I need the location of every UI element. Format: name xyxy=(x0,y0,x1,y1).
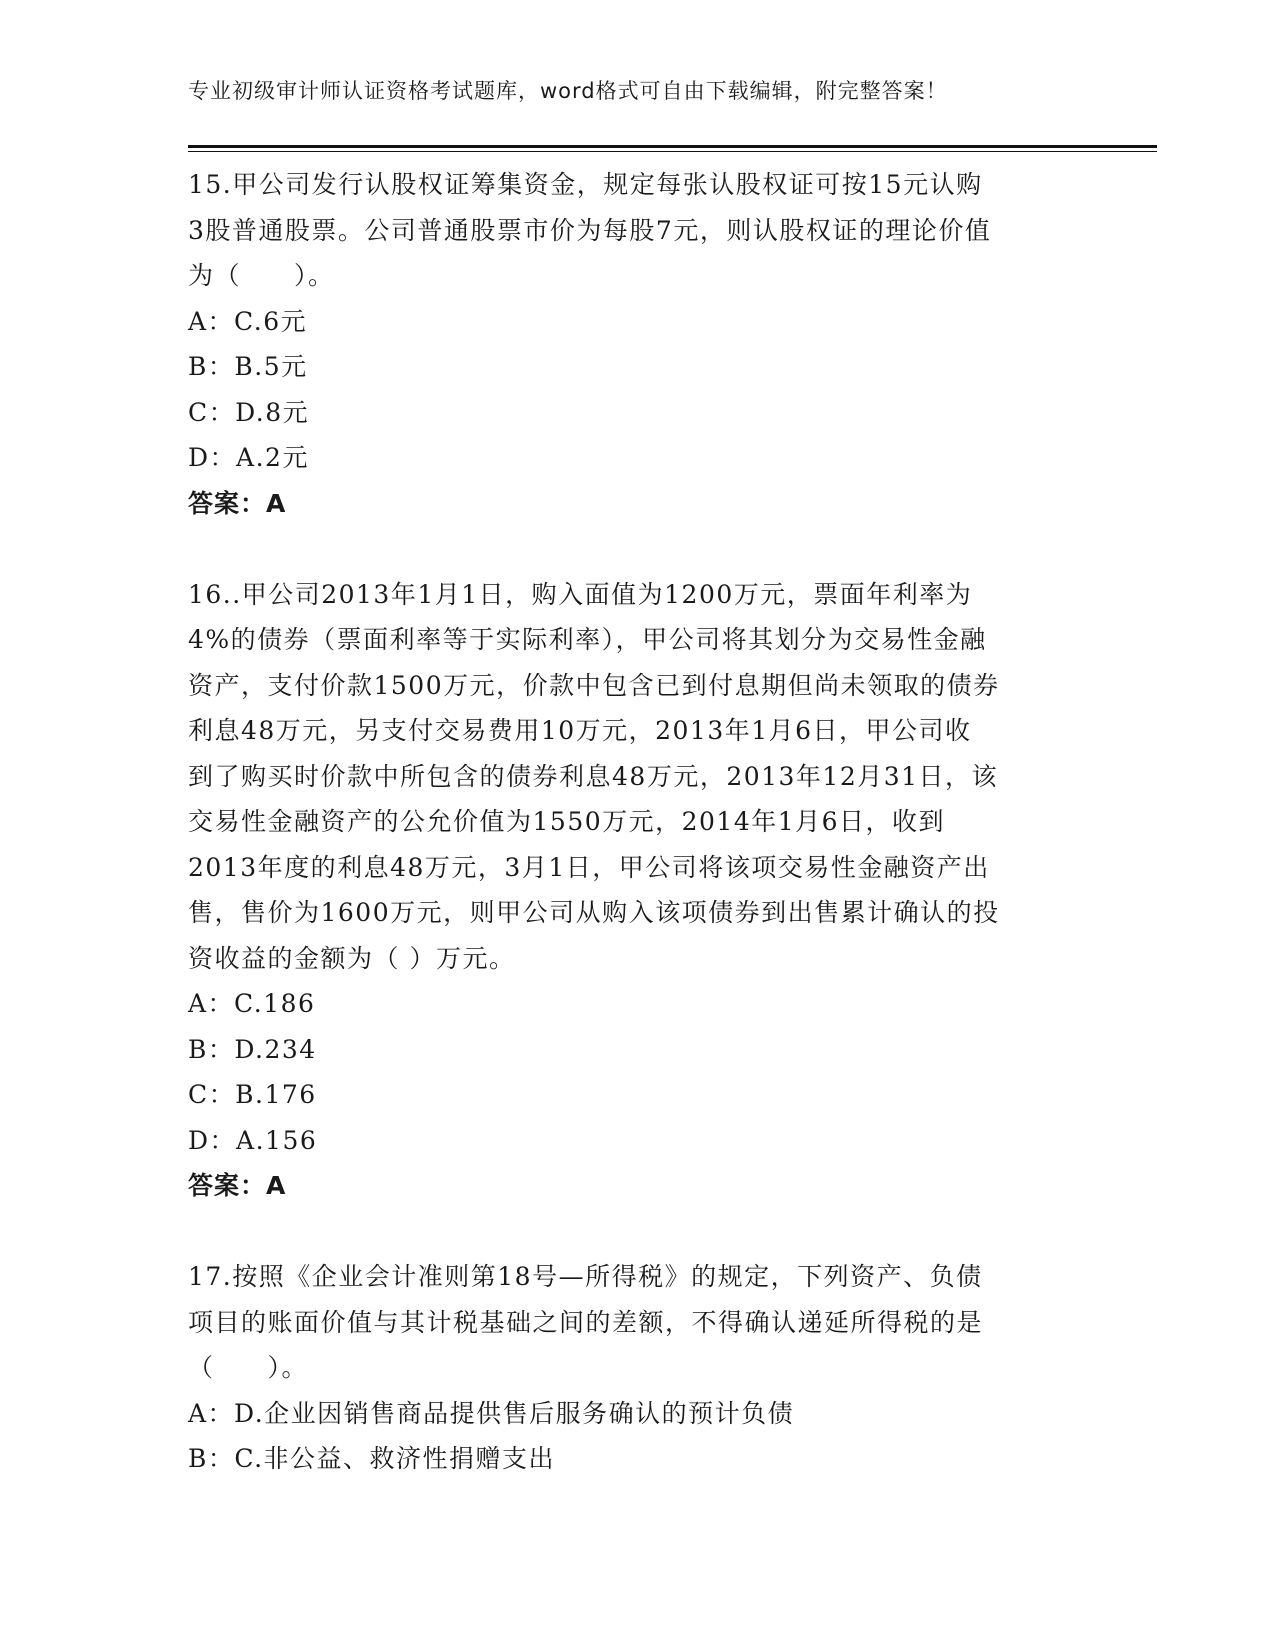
option-b: B：C.非公益、救济性捐赠支出 xyxy=(188,1444,556,1473)
question-17 xyxy=(188,1254,1088,1482)
question-stem-line: 项目的账面价值与其计税基础之间的差额，不得确认递延所得税的是 xyxy=(188,1307,984,1337)
question-stem-line: 2013年度的利息48万元，3月1日，甲公司将该项交易性金融资产出 xyxy=(188,852,990,882)
option-d: D：A.156 xyxy=(188,1125,318,1155)
question-gap xyxy=(188,1209,1088,1255)
question-16 xyxy=(188,572,1088,1209)
question-stem-line: 利息48万元，另支付交易费用10万元，2013年1月6日，甲公司收 xyxy=(188,716,972,745)
option-c: C：B.176 xyxy=(188,1080,317,1109)
question-gap xyxy=(188,526,1088,572)
question-list xyxy=(188,162,1088,1482)
option-c: C：D.8元 xyxy=(188,397,310,427)
question-stem-line: 交易性金融资产的公允价值为1550万元，2014年1月6日，收到 xyxy=(188,807,946,836)
header-rule-thin xyxy=(188,151,1157,152)
question-stem-line: 为（ ）。 xyxy=(188,261,335,290)
question-stem-line: 售，售价为1600万元，则甲公司从购入该项债券到出售累计确认的投 xyxy=(188,898,1000,927)
question-15 xyxy=(188,162,1088,526)
question-stem-line: 资产，支付价款1500万元，价款中包含已到付息期但尚未领取的债券 xyxy=(188,670,1000,700)
option-b: B：D.234 xyxy=(188,1034,317,1064)
question-stem-line: 资收益的金额为（ ）万元。 xyxy=(188,943,516,973)
header-rule-thick xyxy=(188,145,1157,148)
question-stem-line: 3股普通股票。公司普通股票市价为每股7元，则认股权证的理论价值 xyxy=(188,215,992,245)
option-a: A：C.6元 xyxy=(188,306,308,336)
question-stem-line: 到了购买时价款中所包含的债券利息48万元，2013年12月31日，该 xyxy=(188,761,999,791)
question-stem-line: （ ）。 xyxy=(188,1353,309,1382)
option-a: A：D.企业因销售商品提供售后服务确认的预计负债 xyxy=(188,1398,795,1428)
answer: 答案：A xyxy=(188,488,287,518)
page-header: 专业初级审计师认证资格考试题库，word格式可自由下载编辑，附完整答案！ xyxy=(188,79,948,103)
question-stem-line: 17.按照《企业会计准则第18号—所得税》的规定，下列资产、负债 xyxy=(188,1262,983,1291)
option-a: A：C.186 xyxy=(188,989,316,1018)
option-d: D：A.2元 xyxy=(188,443,309,472)
answer: 答案：A xyxy=(188,1171,287,1200)
question-stem-line: 16..甲公司2013年1月1日，购入面值为1200万元，票面年利率为 xyxy=(188,579,973,609)
option-b: B：B.5元 xyxy=(188,352,308,381)
question-stem-line: 4%的债券（票面利率等于实际利率），甲公司将其划分为交易性金融 xyxy=(188,625,987,654)
question-stem-line: 15.甲公司发行认股权证筹集资金，规定每张认股权证可按15元认购 xyxy=(188,170,983,199)
